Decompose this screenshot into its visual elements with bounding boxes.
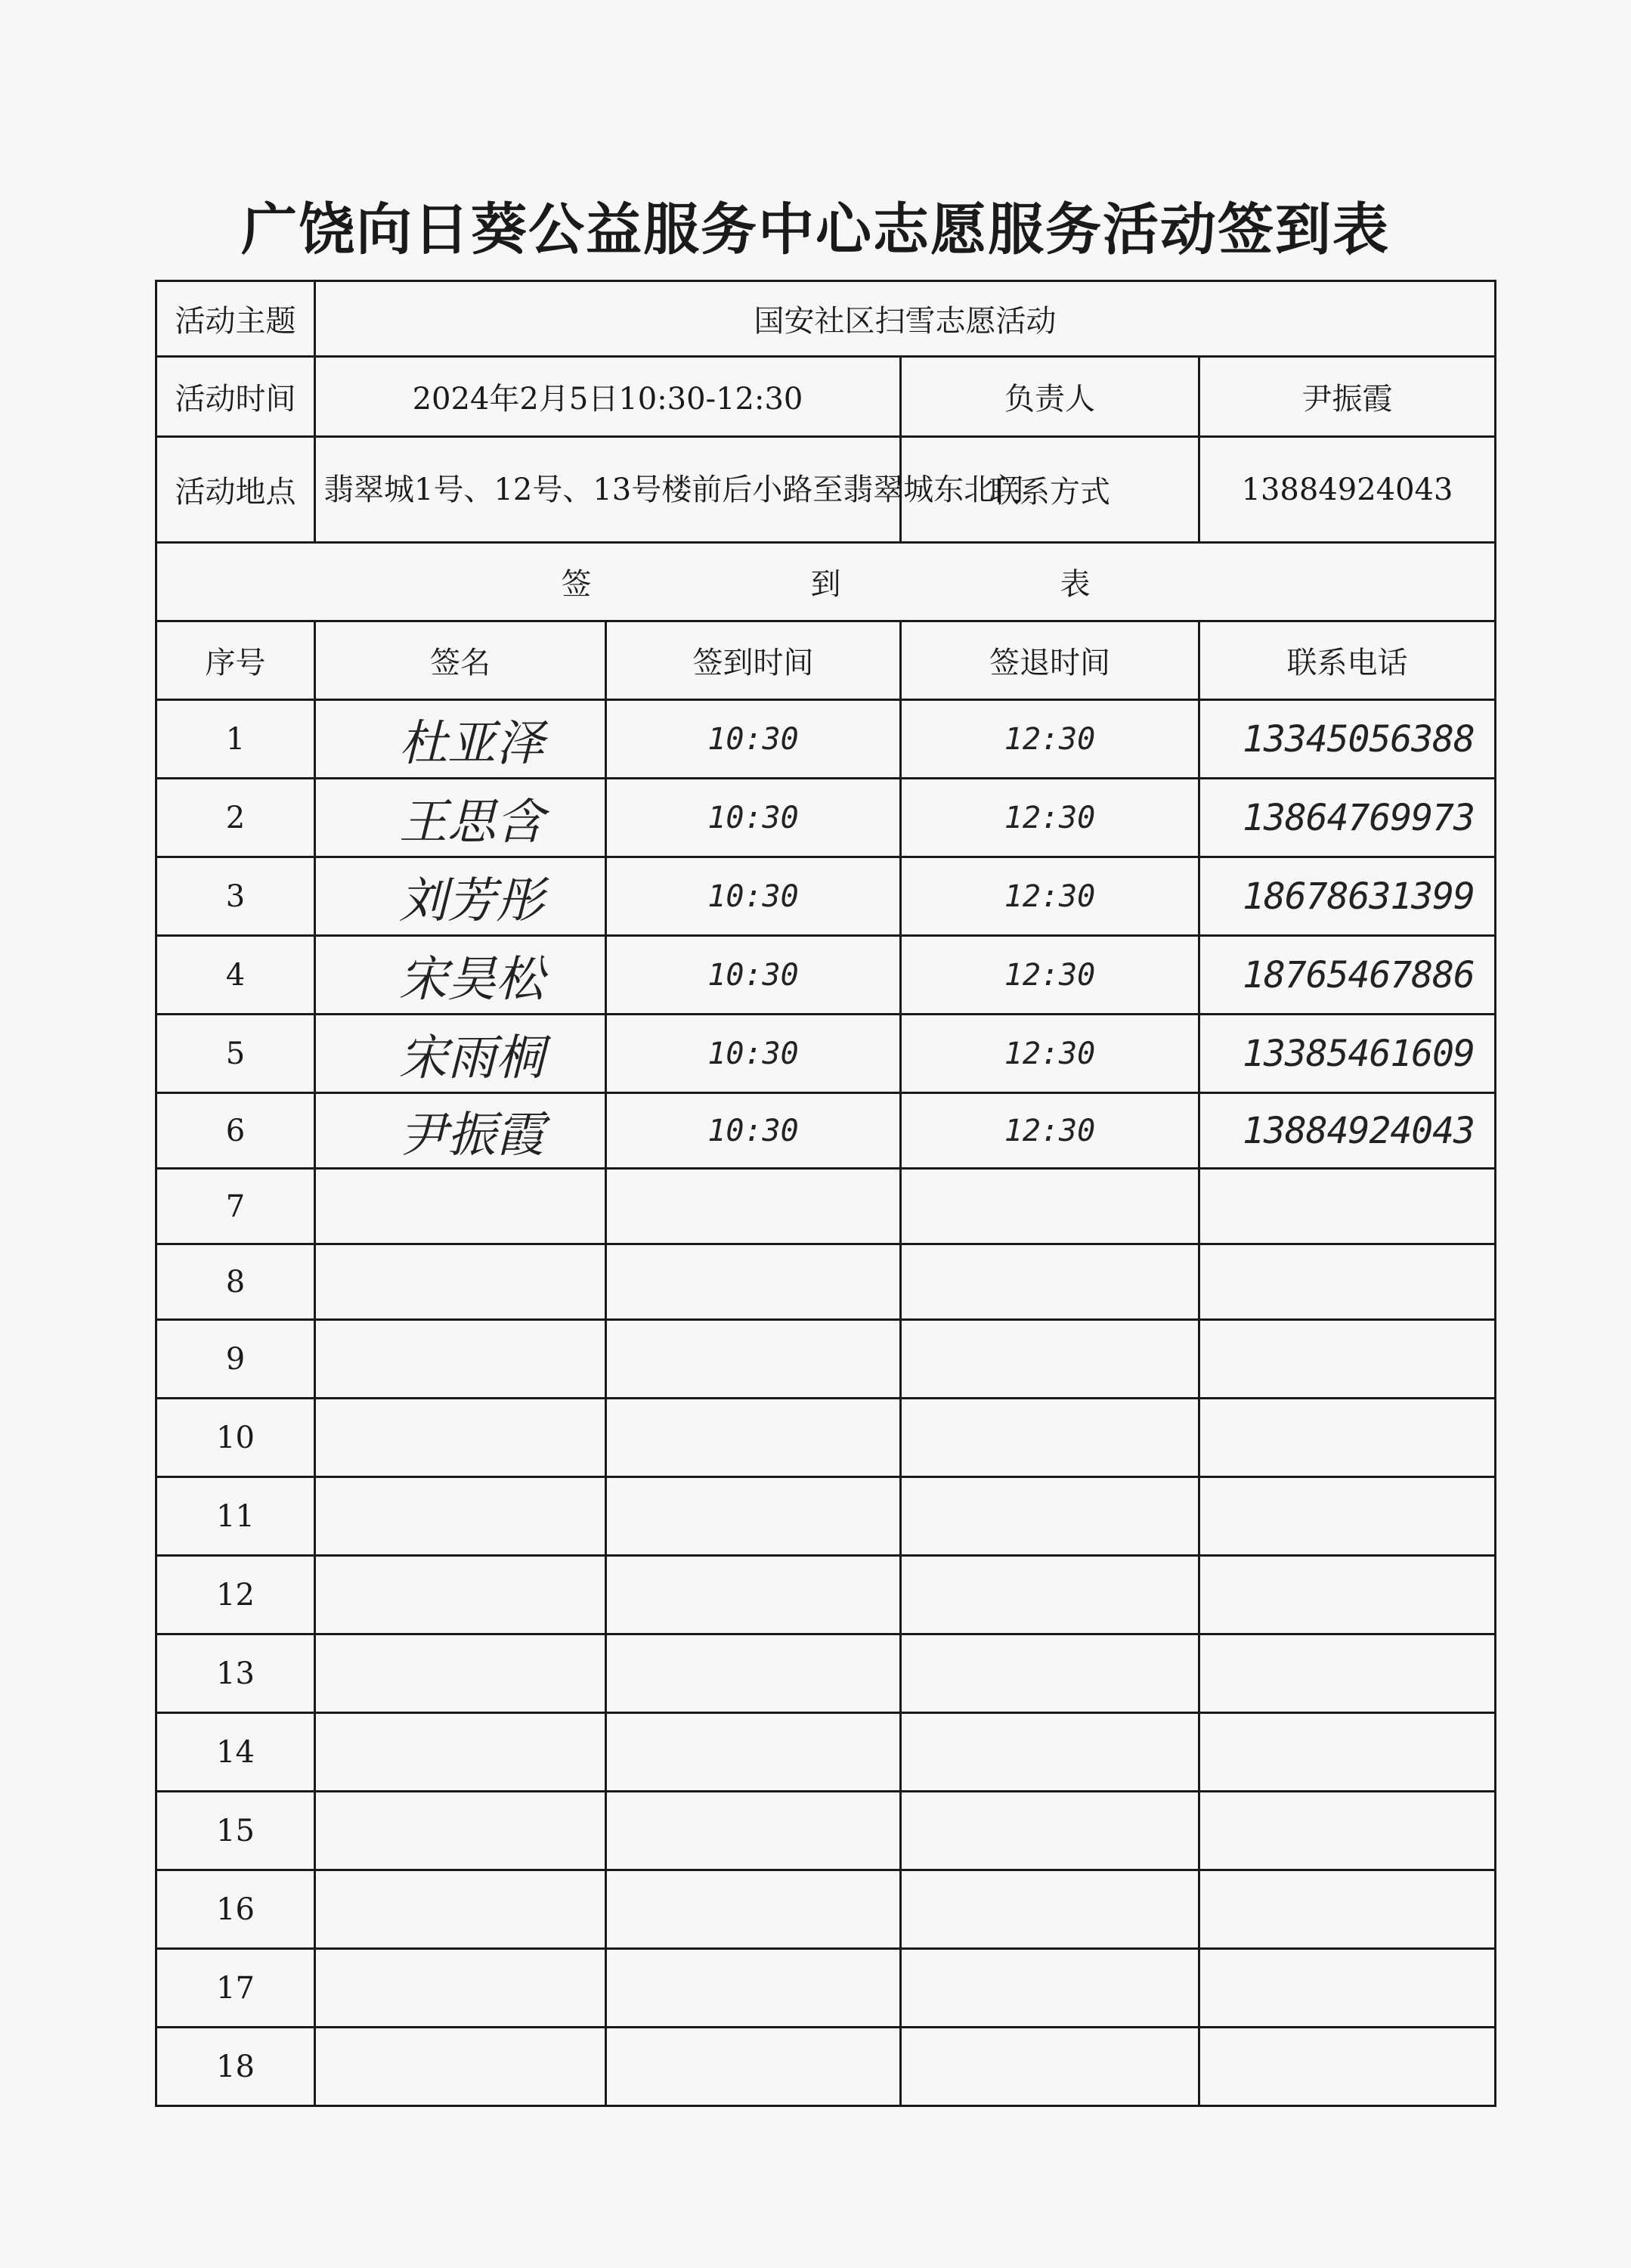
signin-time-cell	[606, 1792, 901, 1870]
phone-cell: 13864769973	[1199, 779, 1496, 857]
table-row	[156, 936, 1496, 1015]
signout-time-cell	[901, 1634, 1199, 1713]
signout-time-cell: 12:30	[901, 936, 1199, 1015]
phone-cell	[1199, 1949, 1496, 2028]
signin-time-cell	[606, 1634, 901, 1713]
signature-cell: 宋雨桐	[315, 1015, 606, 1093]
phone-cell	[1199, 1244, 1496, 1320]
row-number: 14	[156, 1713, 315, 1792]
table-row	[156, 700, 1496, 779]
place-row	[156, 437, 1496, 543]
signature-cell: 宋昊松	[315, 936, 606, 1015]
row-number: 5	[156, 1015, 315, 1093]
signature-cell: 王思含	[315, 779, 606, 857]
row-number: 18	[156, 2028, 315, 2106]
row-number: 10	[156, 1399, 315, 1477]
signature-cell	[315, 1477, 606, 1556]
column-header-row	[156, 621, 1496, 700]
row-number: 8	[156, 1244, 315, 1320]
signature-cell	[315, 1320, 606, 1399]
signature-cell	[315, 1244, 606, 1320]
col-header-signature: 签名	[315, 621, 606, 700]
table-row	[156, 1399, 1496, 1477]
signout-time-cell: 12:30	[901, 857, 1199, 936]
signin-time-cell: 10:30	[606, 936, 901, 1015]
col-header-no: 序号	[156, 621, 315, 700]
table-row	[156, 1949, 1496, 2028]
table-row	[156, 857, 1496, 936]
signin-time-cell	[606, 1399, 901, 1477]
table-row	[156, 1320, 1496, 1399]
signature-cell: 尹振霞	[315, 1093, 606, 1169]
signin-title-row	[156, 543, 1496, 621]
phone-cell: 13345056388	[1199, 700, 1496, 779]
signout-time-cell	[901, 1556, 1199, 1634]
row-number: 7	[156, 1169, 315, 1244]
table-row	[156, 1093, 1496, 1169]
phone-cell	[1199, 1169, 1496, 1244]
signin-time-cell	[606, 2028, 901, 2106]
signature-cell	[315, 1634, 606, 1713]
theme-row	[156, 281, 1496, 357]
signout-time-cell	[901, 2028, 1199, 2106]
signin-table	[155, 280, 1496, 2107]
row-number: 2	[156, 779, 315, 857]
row-number: 1	[156, 700, 315, 779]
phone-cell	[1199, 1320, 1496, 1399]
phone-cell: 13385461609	[1199, 1015, 1496, 1093]
signature-cell	[315, 1792, 606, 1870]
signout-time-cell: 12:30	[901, 1093, 1199, 1169]
signout-time-cell	[901, 1870, 1199, 1949]
phone-cell	[1199, 1634, 1496, 1713]
place-label: 活动地点	[156, 437, 315, 543]
place-value: 翡翠城1号、12号、13号楼前后小路至翡翠城东北门	[315, 437, 901, 543]
signin-title-char: 表	[1060, 567, 1091, 602]
signin-title	[156, 543, 1496, 621]
row-number: 3	[156, 857, 315, 936]
time-label: 活动时间	[156, 357, 315, 437]
contact-label: 联系方式	[901, 437, 1199, 543]
signout-time-cell: 12:30	[901, 700, 1199, 779]
phone-cell: 13884924043	[1199, 1093, 1496, 1169]
row-number: 12	[156, 1556, 315, 1634]
row-number: 6	[156, 1093, 315, 1169]
signature-cell	[315, 1556, 606, 1634]
signin-time-cell	[606, 1169, 901, 1244]
row-number: 11	[156, 1477, 315, 1556]
phone-cell	[1199, 1870, 1496, 1949]
signout-time-cell	[901, 1244, 1199, 1320]
phone-cell	[1199, 1792, 1496, 1870]
signin-time-cell	[606, 1713, 901, 1792]
signature-cell	[315, 1713, 606, 1792]
phone-cell: 18678631399	[1199, 857, 1496, 936]
time-value: 2024年2月5日10:30-12:30	[315, 357, 901, 437]
table-row	[156, 779, 1496, 857]
signin-time-cell: 10:30	[606, 779, 901, 857]
table-row	[156, 1169, 1496, 1244]
signout-time-cell: 12:30	[901, 779, 1199, 857]
signout-time-cell	[901, 1320, 1199, 1399]
page-title: 广饶向日葵公益服务中心志愿服务活动签到表	[241, 197, 1390, 262]
signout-time-cell	[901, 1169, 1199, 1244]
theme-label: 活动主题	[156, 281, 315, 357]
table-row	[156, 1634, 1496, 1713]
phone-cell	[1199, 1477, 1496, 1556]
table-row	[156, 1244, 1496, 1320]
phone-cell	[1199, 1399, 1496, 1477]
table-row	[156, 1792, 1496, 1870]
signout-time-cell: 12:30	[901, 1015, 1199, 1093]
signature-cell: 刘芳彤	[315, 857, 606, 936]
signin-time-cell: 10:30	[606, 857, 901, 936]
signout-time-cell	[901, 1949, 1199, 2028]
phone-cell: 18765467886	[1199, 936, 1496, 1015]
signin-title-char: 签	[561, 567, 592, 602]
table-row	[156, 1477, 1496, 1556]
table-row	[156, 1713, 1496, 1792]
row-number: 13	[156, 1634, 315, 1713]
signin-time-cell	[606, 1244, 901, 1320]
contact-value: 13884924043	[1199, 437, 1496, 543]
signin-time-cell: 10:30	[606, 1093, 901, 1169]
signin-time-cell	[606, 1556, 901, 1634]
row-number: 17	[156, 1949, 315, 2028]
table-row	[156, 1870, 1496, 1949]
signature-cell	[315, 2028, 606, 2106]
table-row	[156, 1556, 1496, 1634]
theme-value: 国安社区扫雪志愿活动	[315, 281, 1496, 357]
leader-value: 尹振霞	[1199, 357, 1496, 437]
col-header-signout-time: 签退时间	[901, 621, 1199, 700]
signature-cell	[315, 1169, 606, 1244]
signout-time-cell	[901, 1399, 1199, 1477]
time-row	[156, 357, 1496, 437]
row-number: 4	[156, 936, 315, 1015]
signin-time-cell	[606, 1477, 901, 1556]
signout-time-cell	[901, 1477, 1199, 1556]
phone-cell	[1199, 1713, 1496, 1792]
row-number: 16	[156, 1870, 315, 1949]
row-number: 9	[156, 1320, 315, 1399]
signin-time-cell	[606, 1320, 901, 1399]
signin-title-char: 到	[810, 567, 841, 602]
signin-time-cell: 10:30	[606, 1015, 901, 1093]
signin-time-cell	[606, 1949, 901, 2028]
signin-time-cell: 10:30	[606, 700, 901, 779]
signature-cell	[315, 1870, 606, 1949]
signout-time-cell	[901, 1713, 1199, 1792]
phone-cell	[1199, 2028, 1496, 2106]
table-row	[156, 2028, 1496, 2106]
col-header-phone: 联系电话	[1199, 621, 1496, 700]
col-header-signin-time: 签到时间	[606, 621, 901, 700]
signout-time-cell	[901, 1792, 1199, 1870]
phone-cell	[1199, 1556, 1496, 1634]
signature-cell	[315, 1949, 606, 2028]
table-row	[156, 1015, 1496, 1093]
signature-cell: 杜亚泽	[315, 700, 606, 779]
signin-time-cell	[606, 1870, 901, 1949]
row-number: 15	[156, 1792, 315, 1870]
leader-label: 负责人	[901, 357, 1199, 437]
signature-cell	[315, 1399, 606, 1477]
